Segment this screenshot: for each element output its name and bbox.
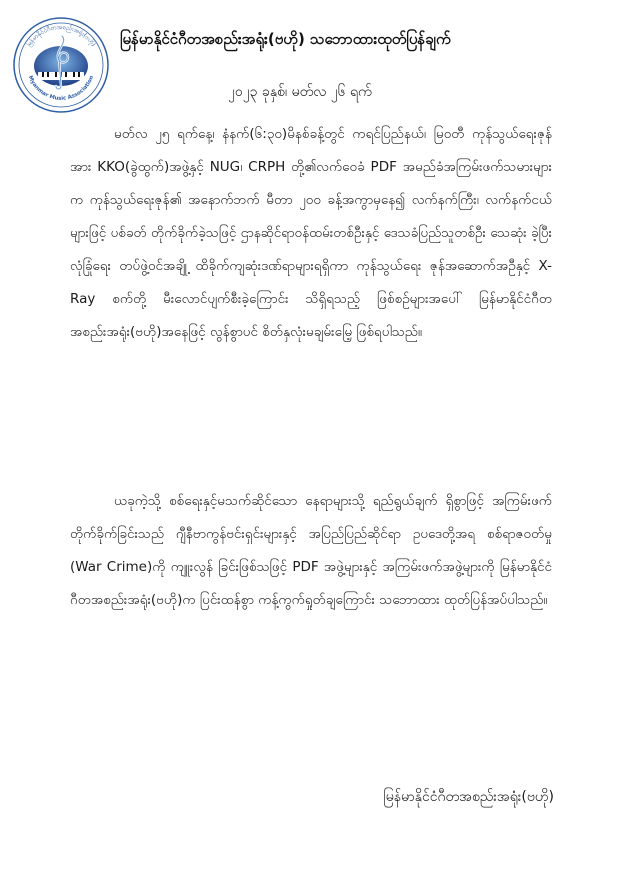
treble-clef-disc-icon — [12, 16, 110, 114]
statement-date: ၂၀၂၃ ခုနှစ်၊ မတ်လ ၂၆ ရက် — [228, 84, 372, 100]
organization-logo — [12, 16, 110, 114]
logo-org-name: Myanmar Music Association — [26, 74, 96, 102]
body-paragraph-1: မတ်လ ၂၅ ရက်နေ့၊ နံနက်(၆:၃၀)မိနစ်ခန့်တွင် ကရင်ပြည်နယ်၊ မြဝတီ ကုန်သွယ်ရေးဇုန်အား KKO(ခွဲထွက်)အဖွဲ့နှင့် NUG၊ CRPH တို့၏လက်ဝေခံ PDF အမည်ခံအကြမ်းဖက်သမားများက ကုန်သွယ်ရေးဇုန်၏ အနောက်ဘက် မီတာ ၂၀၀ ခန့်အကွာမှနေ၍ လက်နက်ကြီး၊ လက်နက်ငယ်များဖြင့် ပစ်ခတ် တိုက်ခိုက်ခဲ့သဖြင့် ဌာနဆိုင်ရာဝန်ထမ်းတစ်ဦးနှင့် ဒေသခံပြည်သူတစ်ဦး သေဆုံး ခဲ့ပြီး လုံခြုံရေး တပ်ဖွဲ့ဝင်အချို့ ထိခိုက်ကျဆုံးဒဏ်ရာများရရှိကာ ကုန်သွယ်ရေး ဇုန်အဆောက်အဦနှင့် X-Ray စက်တို့ မီးလောင်ပျက်စီးခဲ့ကြောင်း သိရှိရသည့် ဖြစ်စဉ်များအပေါ် မြန်မာနိုင်ငံဂီတအစည်းအရုံး(ဗဟို)အနေဖြင့် လွန်စွာပင် စိတ်နှလုံးမချမ်းမြေ့ ဖြစ်ရပါသည်။ — [70, 126, 552, 340]
page-title: မြန်မာနိုင်ငံဂီတအစည်းအရုံး(ဗဟို) သဘောထားထုတ်ပြန်ချက် — [120, 30, 451, 48]
body-paragraph-2: ယခုကဲ့သို့ စစ်ရေးနှင့်မသက်ဆိုင်သော နေရာများသို့ ရည်ရွယ်ချက် ရှိစွာဖြင့် အကြမ်းဖက် တိုက်ခိုက်ခြင်းသည် ဂျီနီဗာကွန်ဗင်းရှင်းများနှင့် အပြည်ပြည်ဆိုင်ရာ ဥပဒေတို့အရ စစ်ရာဇဝတ်မှု (War Crime)ကို ကျူးလွန် ခြင်းဖြစ်သဖြင့် PDF အဖွဲ့များနှင့် အကြမ်းဖက်အဖွဲ့များကို မြန်မာနိုင်ငံ ဂီတအစည်းအရုံး(ဗဟို)က ပြင်းထန်စွာ ကန့်ကွက်ရှုတ်ချကြောင်း သဘောထား ထုတ်ပြန်အပ်ပါသည်။ — [70, 493, 552, 608]
signature-organization: မြန်မာနိုင်ငံဂီတအစည်းအရုံး(ဗဟို) — [383, 789, 554, 805]
logo-arc-text: မြန်မာနိုင်ငံဂီတအစည်းအရုံး(ဗဟို) — [25, 23, 97, 48]
